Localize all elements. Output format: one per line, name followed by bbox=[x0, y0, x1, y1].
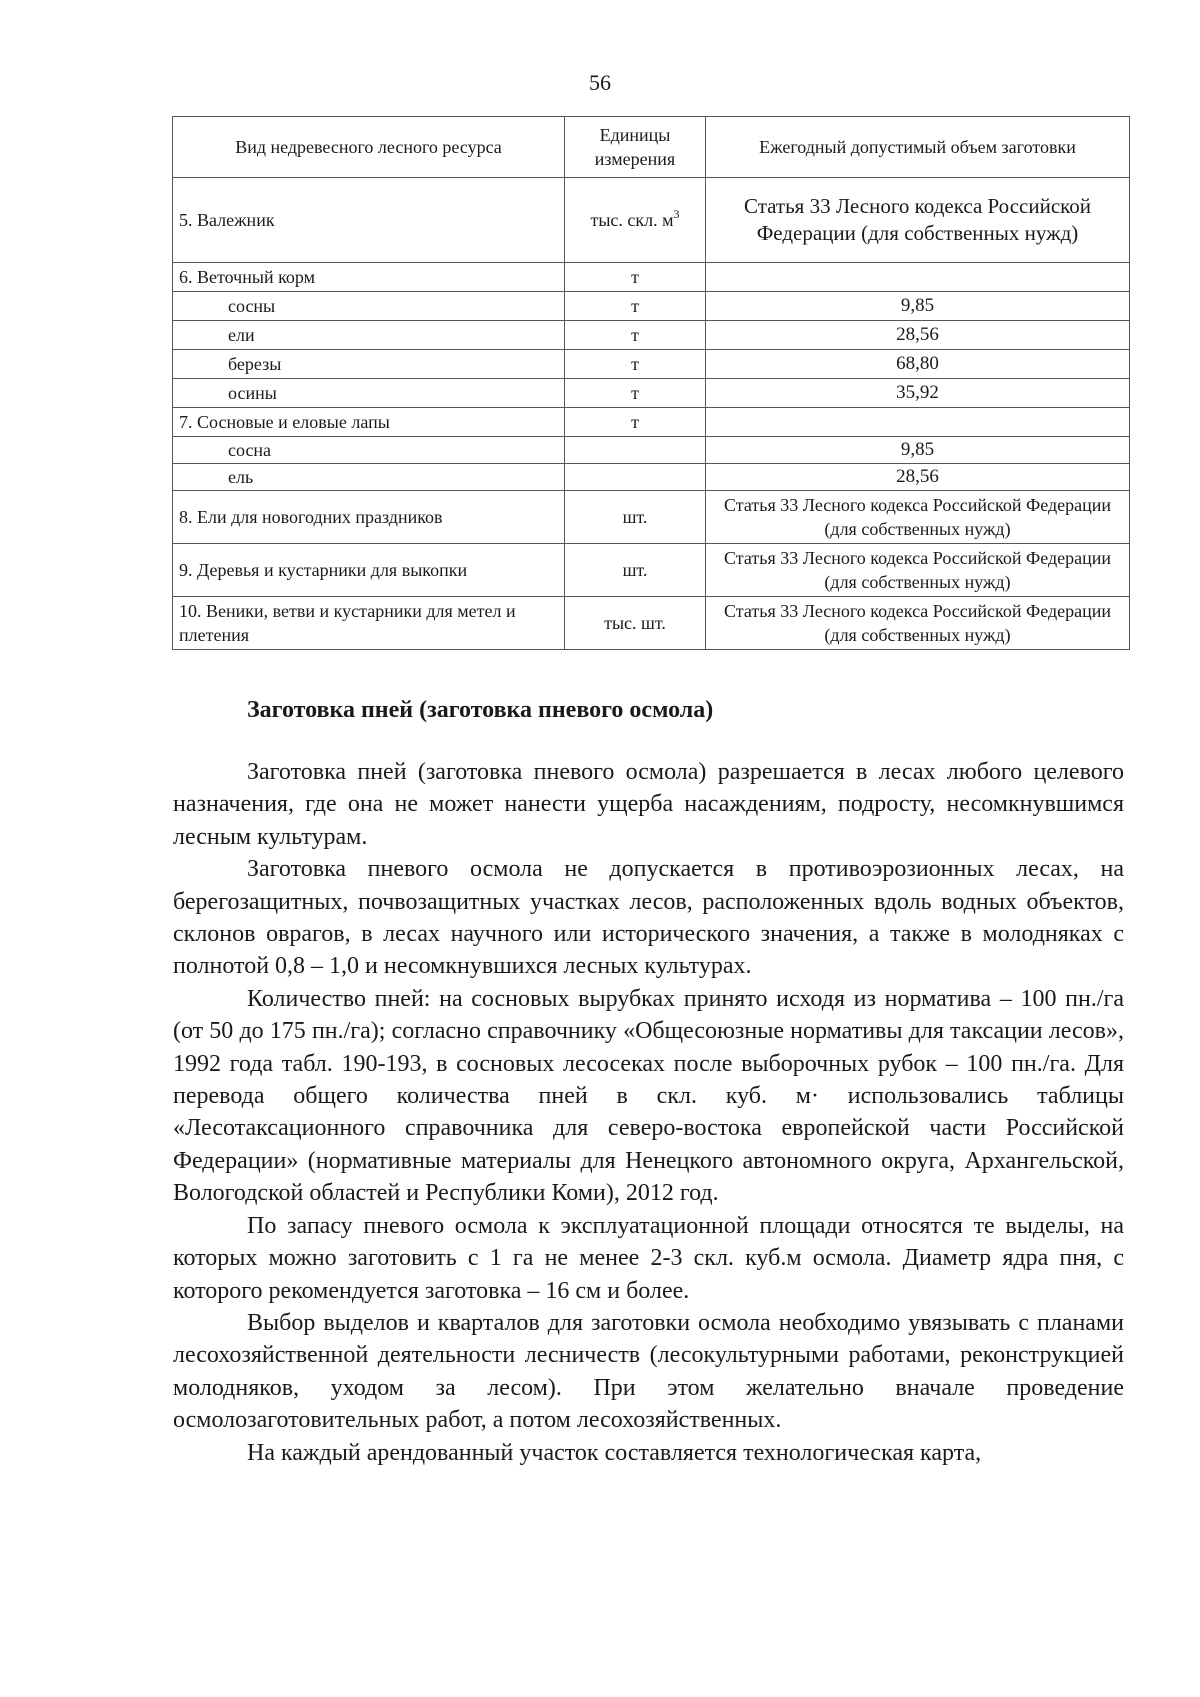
table-row bbox=[173, 544, 1130, 597]
paragraph: По запасу пневого осмола к эксплуатационной площади относятся те выделы, на которых можно заготовить с 1 га не менее 2-3 скл. куб.м осмола. Диаметр ядра пня, с которого рекомендуется заготовка – 16 см и более. bbox=[173, 1212, 1124, 1304]
row-unit-superscript: 3 bbox=[673, 206, 680, 221]
row-name: 5. Валежник bbox=[173, 178, 565, 263]
row-unit: т bbox=[565, 379, 706, 408]
table-row bbox=[173, 263, 1130, 292]
row-unit: т bbox=[565, 292, 706, 321]
row-name: 7. Сосновые и еловые лапы bbox=[173, 408, 565, 437]
table-row bbox=[173, 178, 1130, 263]
row-unit bbox=[565, 464, 706, 491]
header-resource-type: Вид недревесного лесного ресурса bbox=[173, 117, 565, 178]
row-value: Статья 33 Лесного кодекса Российской Федерации (для собственных нужд) bbox=[706, 491, 1130, 544]
row-value: 35,92 bbox=[706, 379, 1130, 408]
row-name: ели bbox=[173, 321, 565, 350]
table-row bbox=[173, 437, 1130, 464]
row-unit-text: тыс. скл. м bbox=[590, 209, 674, 230]
row-value: 28,56 bbox=[706, 321, 1130, 350]
row-name: 6. Веточный корм bbox=[173, 263, 565, 292]
row-name: березы bbox=[173, 350, 565, 379]
row-name: 10. Веники, ветви и кустарники для метел и плетения bbox=[173, 597, 565, 650]
header-units: Единицы измерения bbox=[565, 117, 706, 178]
row-name: ель bbox=[173, 464, 565, 491]
table-row bbox=[173, 408, 1130, 437]
row-unit: шт. bbox=[565, 491, 706, 544]
row-unit: т bbox=[565, 408, 706, 437]
row-unit bbox=[565, 178, 706, 263]
paragraph: На каждый арендованный участок составляется технологическая карта, bbox=[247, 1439, 982, 1466]
row-unit bbox=[565, 437, 706, 464]
header-annual-volume: Ежегодный допустимый объем заготовки bbox=[706, 117, 1130, 178]
paragraph: Выбор выделов и кварталов для заготовки осмола необходимо увязывать с планами лесохозяйственной деятельности лесничеств (лесокультурными работами, реконструкцией молодняков, уходом за лесом). При этом желательно вначале проведение осмолозаготовительных работ, а потом лесохозяйственных. bbox=[173, 1309, 1124, 1434]
table-row bbox=[173, 350, 1130, 379]
row-unit: тыс. шт. bbox=[565, 597, 706, 650]
section-heading: Заготовка пней (заготовка пневого осмола) bbox=[247, 697, 714, 723]
table-row bbox=[173, 379, 1130, 408]
row-name: осины bbox=[173, 379, 565, 408]
row-value: 9,85 bbox=[706, 437, 1130, 464]
page-number: 56 bbox=[589, 70, 611, 95]
row-name: сосны bbox=[173, 292, 565, 321]
row-value: Статья 33 Лесного кодекса Российской Федерации (для собственных нужд) bbox=[706, 544, 1130, 597]
row-name: сосна bbox=[173, 437, 565, 464]
table-header-row bbox=[173, 117, 1130, 178]
body-text bbox=[173, 756, 1124, 1469]
row-value: Статья 33 Лесного кодекса Российской Федерации (для собственных нужд) bbox=[706, 597, 1130, 650]
table-row bbox=[173, 464, 1130, 491]
resource-table bbox=[172, 116, 1130, 650]
row-unit: шт. bbox=[565, 544, 706, 597]
row-unit: т bbox=[565, 350, 706, 379]
table-row bbox=[173, 491, 1130, 544]
table-row bbox=[173, 321, 1130, 350]
table-row bbox=[173, 292, 1130, 321]
row-unit: т bbox=[565, 263, 706, 292]
paragraph: Заготовка пневого осмола не допускается в противоэрозионных лесах, на берегозащитных, почвозащитных участках лесов, расположенных вдоль водных объектов, склонов оврагов, в лесах научного или исторического значения, а также в молодняках с полнотой 0,8 – 1,0 и несомкнувшихся лесных культурах. bbox=[173, 856, 1124, 980]
row-value bbox=[706, 263, 1130, 292]
row-value: 28,56 bbox=[706, 464, 1130, 491]
row-value: Статья 33 Лесного кодекса Российской Федерации (для собственных нужд) bbox=[706, 178, 1130, 263]
row-name: 8. Ели для новогодних праздников bbox=[173, 491, 565, 544]
paragraph: Количество пней: на сосновых вырубках принято исходя из норматива – 100 пн./га (от 50 до 175 пн./га); согласно справочнику «Общесоюзные нормативы для таксации лесов», 1992 года табл. 190-193, в сосновых лесосеках после выборочных рубок – 100 пн./га. Для перевода общего количества пней в скл. куб. м· использовались таблицы «Лесотаксационного справочника для северо-востока европейской части Российской Федерации» (нормативные материалы для Ненецкого автономного округа, Архангельской, Вологодской областей и Республики Коми), 2012 год. bbox=[173, 985, 1124, 1207]
paragraph: Заготовка пней (заготовка пневого осмола) разрешается в лесах любого целевого назначения, где она не может нанести ущерба насаждениям, подросту, несомкнувшимся лесным культурам. bbox=[173, 759, 1124, 850]
table-row bbox=[173, 597, 1130, 650]
row-name: 9. Деревья и кустарники для выкопки bbox=[173, 544, 565, 597]
row-value bbox=[706, 408, 1130, 437]
row-value: 68,80 bbox=[706, 350, 1130, 379]
row-value: 9,85 bbox=[706, 292, 1130, 321]
row-unit: т bbox=[565, 321, 706, 350]
